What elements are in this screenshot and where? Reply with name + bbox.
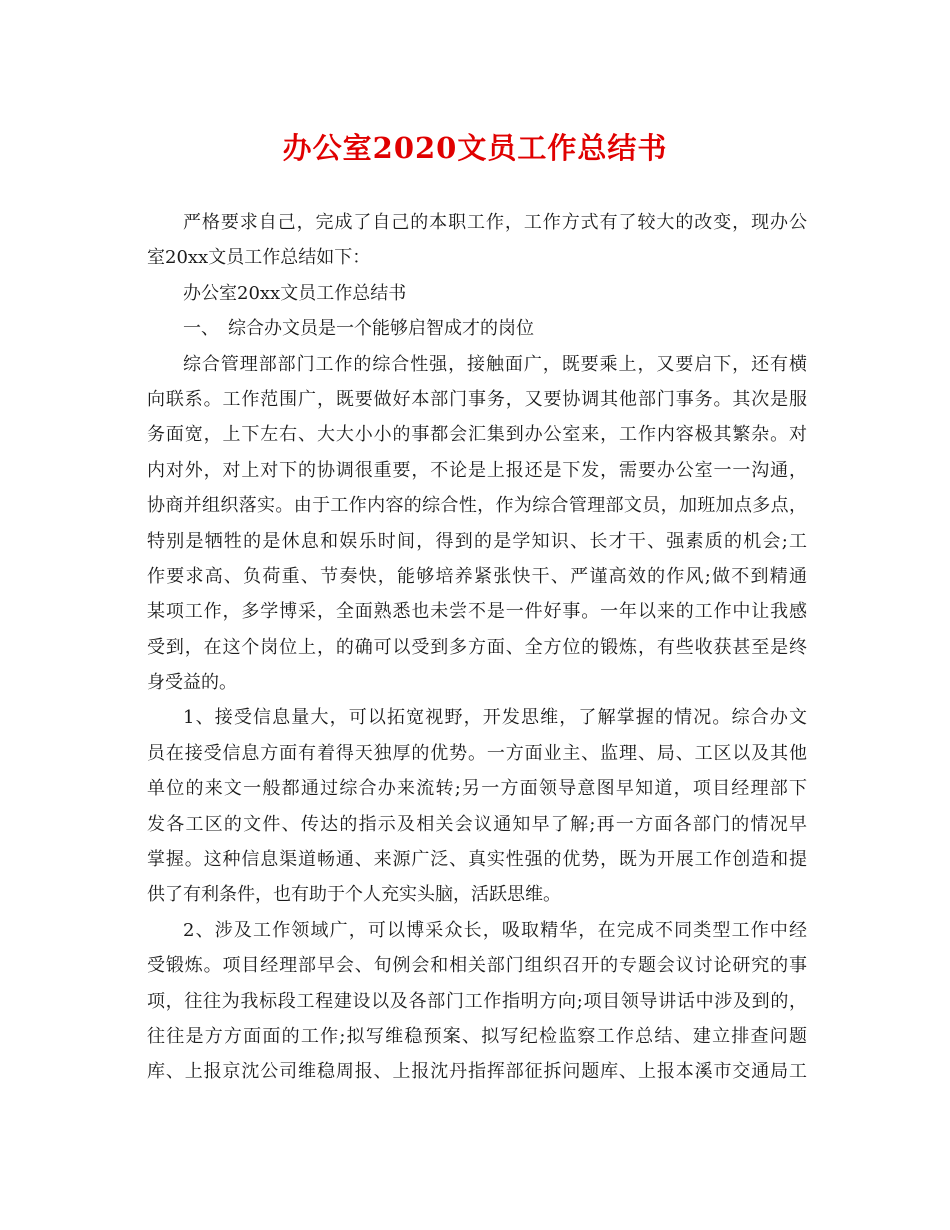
paragraph-line: 2、涉及工作领域广，可以博采众长，吸取精华，在完成不同类型工作中经	[183, 919, 807, 941]
paragraph-line: 1、接受信息量大，可以拓宽视野，开发思维，了解掌握的情况。综合办文	[183, 707, 807, 729]
paragraph-line: 特别是牺牲的是休息和娱乐时间，得到的是学知识、长才干、强素质的机会;工	[147, 530, 807, 552]
document-body	[147, 205, 807, 1090]
paragraph-line: 协商并组织落实。由于工作内容的综合性，作为综合管理部文员，加班加点多点，	[147, 495, 807, 517]
paragraph-line: 员在接受信息方面有着得天独厚的优势。一方面业主、监理、局、工区以及其他	[147, 742, 807, 764]
paragraph-line: 务面宽，上下左右、大大小小的事都会汇集到办公室来，工作内容极其繁杂。对	[147, 424, 807, 446]
paragraph-line: 往往是方方面面的工作;拟写维稳预案、拟写纪检监察工作总结、建立排查问题	[147, 1025, 807, 1047]
paragraph-line: 供了有利条件，也有助于个人充实头脑，活跃思维。	[147, 884, 561, 906]
paragraph-line: 受锻炼。项目经理部早会、旬例会和相关部门组织召开的专题会议讨论研究的事	[147, 955, 807, 977]
paragraph-line: 库、上报京沈公司维稳周报、上报沈丹指挥部征拆问题库、上报本溪市交通局工	[147, 1061, 807, 1083]
paragraph-line: 向联系。工作范围广，既要做好本部门事务，又要协调其他部门事务。其次是服	[147, 388, 807, 410]
paragraph-line: 内对外，对上对下的协调很重要，不论是上报还是下发，需要办公室一一沟通，	[147, 459, 807, 481]
paragraph-line: 综合管理部部门工作的综合性强，接触面广，既要乘上，又要启下，还有横	[183, 353, 807, 375]
document-title: 办公室2020文员工作总结书	[282, 131, 668, 165]
paragraph-line: 项，往往为我标段工程建设以及各部门工作指明方向;项目领导讲话中涉及到的，	[147, 990, 807, 1012]
paragraph-line: 严格要求自己，完成了自己的本职工作，工作方式有了较大的改变，现办公	[183, 212, 807, 233]
paragraph-line: 身受益的。	[147, 672, 237, 694]
paragraph-line: 办公室20xx文员工作总结书	[183, 282, 407, 304]
paragraph-line: 室20xx文员工作总结如下：	[147, 247, 371, 269]
paragraph-line: 受到，在这个岗位上，的确可以受到多方面、全方位的锻炼，有些收获甚至是终	[147, 636, 807, 658]
paragraph-line: 作要求高、负荷重、节奏快，能够培养紧张快干、严谨高效的作风;做不到精通	[147, 565, 807, 587]
paragraph-line: 某项工作，多学博采，全面熟悉也未尝不是一件好事。一年以来的工作中让我感	[147, 601, 807, 623]
paragraph-line: 单位的来文一般都通过综合办来流转;另一方面领导意图早知道，项目经理部下	[147, 778, 807, 800]
paragraph-line: 掌握。这种信息渠道畅通、来源广泛、真实性强的优势，既为开展工作创造和提	[147, 849, 807, 871]
paragraph-line: 一、 综合办文员是一个能够启智成才的岗位	[183, 318, 534, 340]
paragraph-line: 发各工区的文件、传达的指示及相关会议通知早了解;再一方面各部门的情况早	[147, 813, 807, 835]
